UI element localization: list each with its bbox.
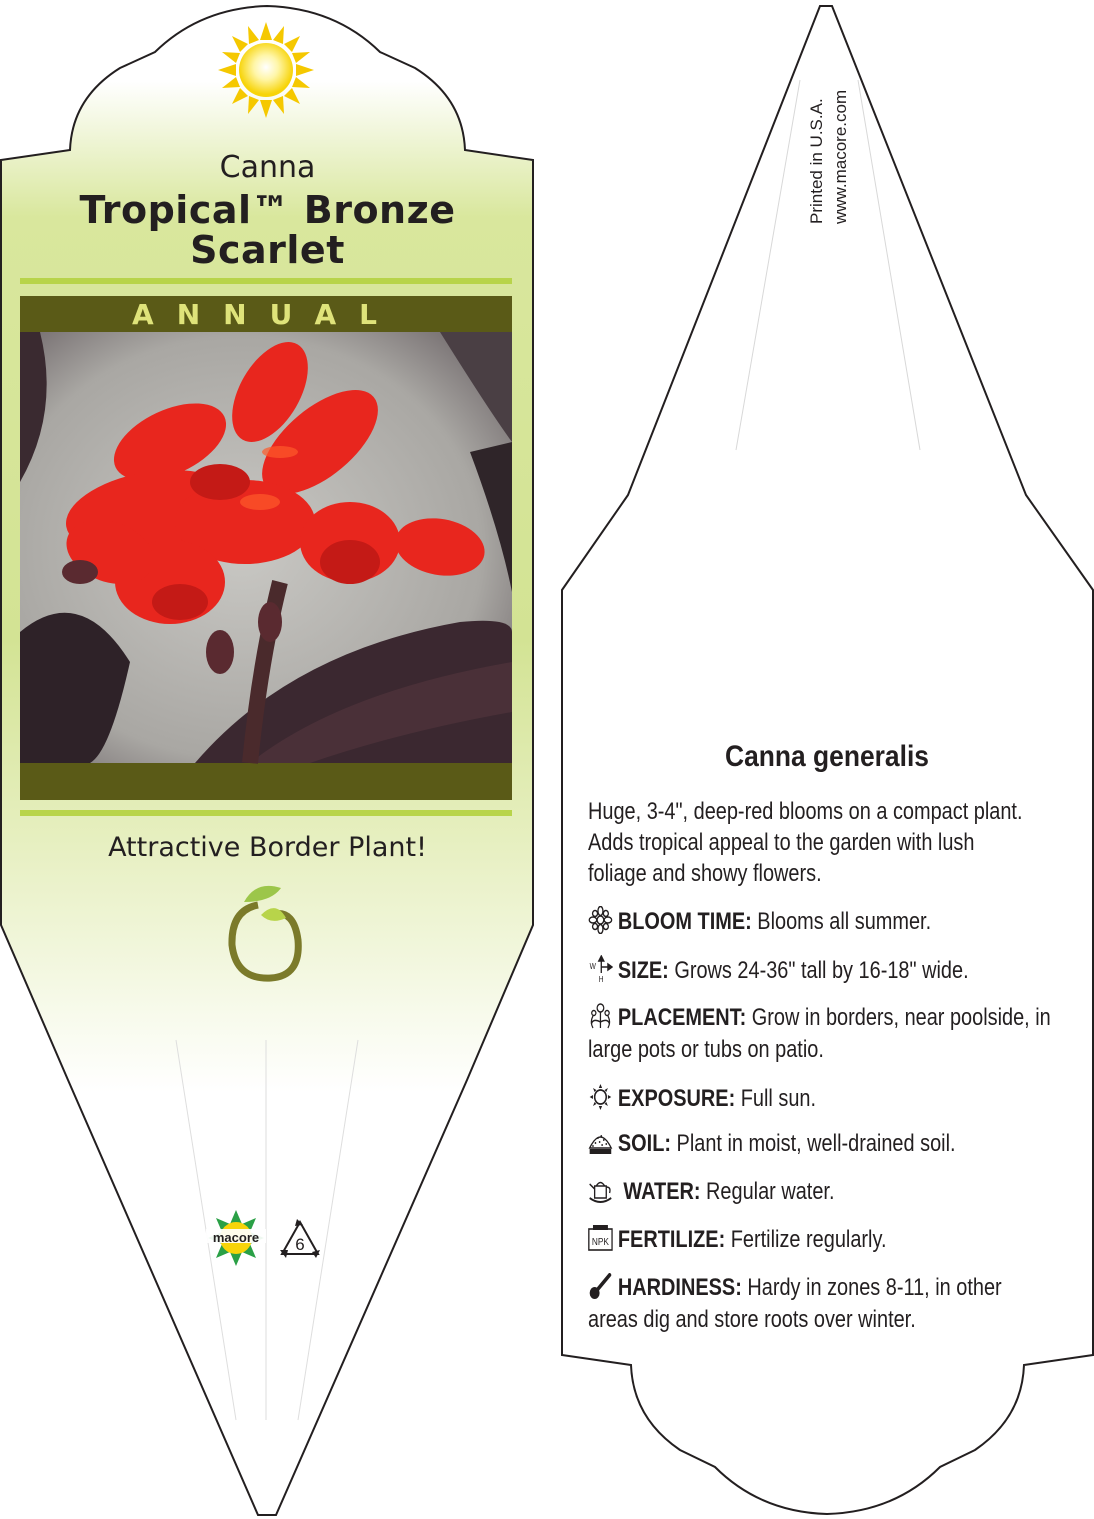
care-size — [588, 955, 1053, 987]
plants-icon — [588, 1002, 613, 1028]
care-label: SOIL: — [617, 1130, 671, 1157]
npk-icon — [588, 1224, 613, 1250]
size-arrows-icon — [588, 955, 613, 981]
care-text: Regular water. — [706, 1178, 835, 1205]
care-label: SIZE: — [617, 957, 669, 984]
soil-icon — [588, 1128, 613, 1154]
tagline: Attractive Border Plant! — [108, 832, 427, 863]
care-water — [588, 1176, 1053, 1208]
watering-can-icon — [588, 1176, 613, 1202]
recycle-number: 6 — [295, 1235, 305, 1254]
macore-logo-text: macore — [212, 1230, 260, 1245]
plant-variety-line1: Tropical™ Bronze — [79, 188, 456, 232]
care-soil — [588, 1128, 1053, 1160]
scientific-name: Canna generalis — [725, 740, 929, 773]
care-label: PLACEMENT: — [617, 1004, 747, 1031]
care-label: EXPOSURE: — [617, 1085, 736, 1112]
lower-band — [20, 763, 512, 800]
website-text: www.macore.com — [831, 89, 850, 224]
thermometer-icon — [588, 1272, 613, 1298]
plant-variety — [0, 190, 535, 270]
category-label: ANNUAL — [132, 298, 400, 331]
plant-variety-line2: Scarlet — [190, 228, 345, 272]
sun-outline-icon — [588, 1083, 613, 1109]
care-placement — [588, 1002, 1053, 1066]
printed-in-text: Printed in U.S.A. — [807, 98, 826, 224]
care-text: Plant in moist, well-drained soil. — [676, 1130, 956, 1157]
plant-genus: Canna — [219, 150, 316, 185]
care-bloom-time — [588, 906, 1053, 938]
care-exposure — [588, 1083, 1053, 1115]
care-text: Fertilize regularly. — [730, 1226, 887, 1253]
care-text: Blooms all summer. — [757, 908, 932, 935]
flower-icon — [588, 906, 613, 932]
care-fertilize — [588, 1224, 1053, 1256]
svg-text:W: W — [589, 961, 596, 972]
care-hardiness — [588, 1272, 1053, 1336]
care-text: Grow in borders, near poolside, in large pots or tubs on patio. — [588, 1004, 1051, 1063]
canna-flower-photo — [20, 329, 512, 763]
care-label: HARDINESS: — [617, 1274, 742, 1301]
care-label: FERTILIZE: — [617, 1226, 726, 1253]
sun-icon — [218, 22, 314, 118]
svg-text:H: H — [598, 974, 604, 983]
care-label: WATER: — [623, 1178, 701, 1205]
plant-description: Huge, 3-4", deep-red blooms on a compact plant. Adds tropical appeal to the garden with lush foliage and showy flowers. — [588, 798, 1023, 887]
care-text: Full sun. — [740, 1085, 817, 1112]
care-text: Grows 24-36" tall by 16-18" wide. — [674, 957, 969, 984]
svg-text:NPK: NPK — [591, 1236, 609, 1248]
care-text: Hardy in zones 8-11, in other areas dig and store roots over winter. — [588, 1274, 1002, 1333]
care-label: BLOOM TIME: — [617, 908, 752, 935]
